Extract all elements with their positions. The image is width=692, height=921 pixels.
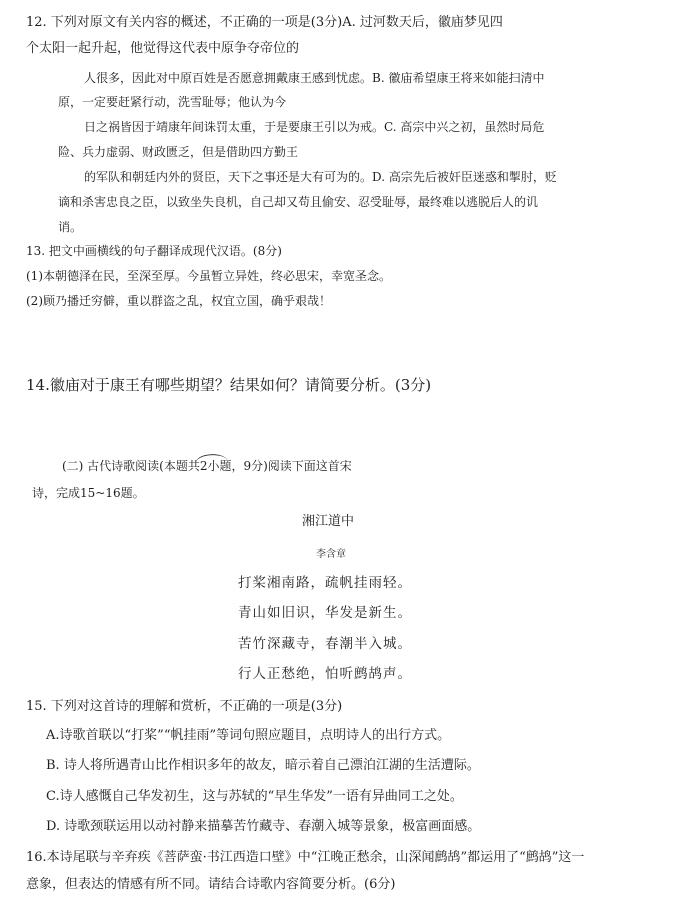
q14-line-1: 14.徽庙对于康王有哪些期望？结果如何？请简要分析。(3分): [26, 376, 432, 394]
q12-line-9: 诮。: [58, 220, 83, 234]
poem-line: 行人正愁绝，怕听鹧鸪声。: [238, 666, 412, 682]
q12-line-5: 日之祸皆因于靖康年间诛罚太重，于是要康王引以为戒。C. 高宗中兴之初，虽然时局危: [84, 120, 545, 134]
q15-option-d: D. 诗歌颈联运用以动衬静来描摹苦竹藏寺、春潮入城等景象，极富画面感。: [46, 819, 481, 834]
q15-option-c: C.诗人感慨自己华发初生，这与苏轼的“早生华发”一语有异曲同工之处。: [46, 789, 463, 804]
poem-line: 苦竹深藏寺，春潮半入城。: [238, 636, 412, 652]
q12-line-7: 的军队和朝廷内外的贤臣，天下之事还是大有可为的。D. 高宗先后被奸臣迷惑和掣肘，贬: [84, 170, 557, 184]
q13-line-1: 13. 把文中画横线的句子翻译成现代汉语。(8分): [26, 244, 282, 258]
poem-line: 青山如旧识，华发是新生。: [238, 605, 412, 621]
poem-line: 打桨湘南路，疏帆挂雨轻。: [238, 575, 412, 591]
sec2-line-1: (二) 古代诗歌阅读(本题共2小题，9分)阅读下面这首宋: [62, 459, 352, 473]
q15-option-a: A.诗歌首联以“打桨”“帆挂雨”等词句照应题目，点明诗人的出行方式。: [46, 728, 451, 743]
q12-line-4: 原，一定要赶紧行动，洗雪耻辱；他认为今: [58, 95, 287, 109]
q16-line-1: 16.本诗尾联与辛弃疾《菩萨蛮·书江西造口壁》中“江晚正愁余，山深闻鹧鸪”都运用了“鹧鸪”这一: [26, 850, 585, 865]
q13-line-2: (1)本朝德泽在民，至深至厚。今虽暂立异姓，终必思宋，幸宽圣念。: [26, 269, 392, 283]
q12-line-8: 谪和杀害忠良之臣，以致坐失良机，自己却又苟且偷安、忍受耻辱，最终难以逃脱后人的讥: [58, 195, 539, 209]
q16-line-2: 意象，但表达的情感有所不同。请结合诗歌内容简要分析。(6分): [26, 877, 396, 892]
q12-line-3: 人很多，因此对中原百姓是否愿意拥戴康王感到忧虑。B. 徽庙希望康王将来如能扫清中: [84, 71, 545, 85]
q12-line-2: 个太阳一起升起，他觉得这代表中原争夺帝位的: [26, 41, 300, 56]
q12-line-1: 12. 下列对原文有关内容的概述，不正确的一项是(3分)A. 过河数天后，徽庙梦见四: [26, 15, 503, 30]
poem-author: 李含章: [316, 549, 346, 560]
q13-line-3: (2)顾乃播迁穷僻，重以群盗之乱，权宜立国，确乎艰哉！: [26, 294, 332, 308]
q12-line-6: 险、兵力虚弱、财政匮乏，但是借助四方勤王: [58, 145, 299, 159]
sec2-line-2: 诗，完成15~16题。: [32, 486, 145, 500]
poem-title: 湘江道中: [302, 514, 355, 529]
q15-option-b: B. 诗人将所遇青山比作相识多年的故友，暗示着自己漂泊江湖的生活遭际。: [46, 758, 480, 773]
q15-line-1: 15. 下列对这首诗的理解和赏析，不正确的一项是(3分): [26, 699, 343, 714]
